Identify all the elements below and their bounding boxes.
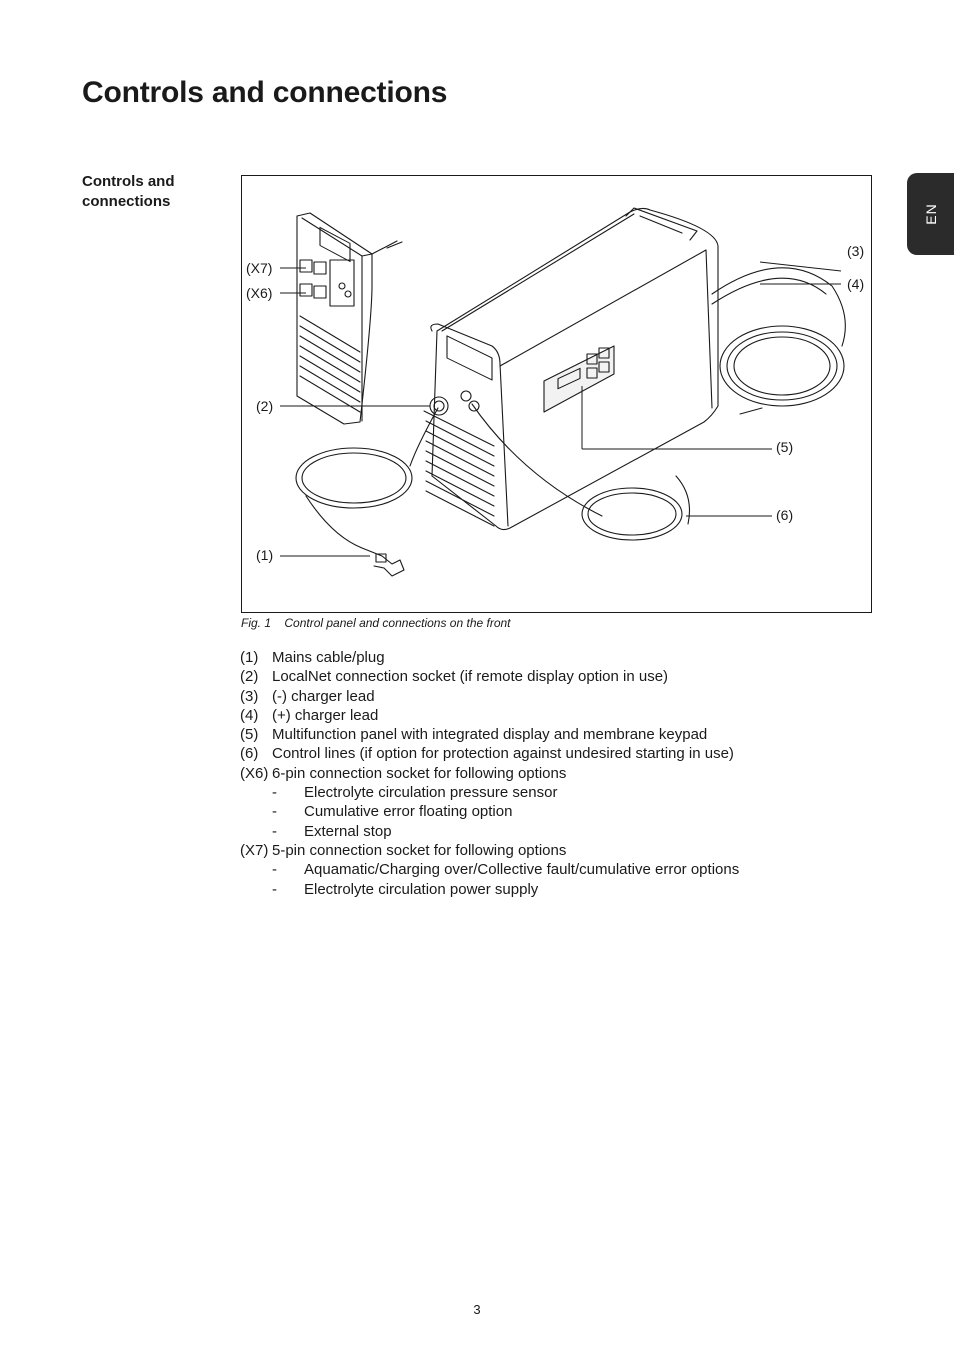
legend-item-number: (3) (240, 687, 259, 705)
legend-item (240, 687, 880, 706)
legend-item-text: (-) charger lead (272, 687, 375, 705)
legend-item-text: (+) charger lead (272, 706, 379, 724)
legend-item-number: (2) (240, 668, 259, 686)
legend-item (240, 706, 880, 725)
legend-item-number: (5) (240, 726, 259, 744)
legend-item-text: 6-pin connection socket for following options (272, 764, 567, 782)
callout-x7: (X7) (246, 260, 273, 276)
legend-item-x6 (240, 764, 880, 783)
legend-dash: - (272, 880, 277, 898)
legend-subitem (240, 822, 880, 841)
legend-dash: - (272, 784, 277, 802)
page-title: Controls and connections (82, 76, 448, 109)
callout-6: (6) (776, 507, 794, 523)
legend-subitem-text: Electrolyte circulation power supply (304, 880, 539, 898)
legend-subitem (240, 802, 880, 821)
callout-2: (2) (256, 398, 274, 414)
legend-dash: - (272, 822, 277, 840)
language-tab-label: EN (922, 203, 939, 225)
legend-subitem-text: Electrolyte circulation pressure sensor (304, 784, 558, 802)
legend-item-number: (1) (240, 649, 259, 666)
callout-3: (3) (847, 243, 865, 259)
legend-subitem (240, 860, 880, 879)
legend-item-text: Mains cable/plug (272, 649, 385, 666)
callout-1: (1) (256, 547, 274, 563)
charger-leads-drawing (712, 268, 845, 414)
rear-unit-drawing (297, 213, 402, 424)
legend-item-number: (X6) (240, 764, 269, 782)
mains-cable-drawing (296, 408, 438, 576)
figure-caption-number: Fig. 1 (241, 616, 272, 630)
charger-drawing (242, 176, 871, 612)
legend-subitem (240, 783, 880, 802)
legend-subitem-text: External stop (304, 822, 392, 840)
legend-item (240, 744, 880, 763)
main-unit-drawing (424, 208, 718, 530)
legend-item (240, 648, 880, 667)
legend-item-number: (X7) (240, 841, 269, 859)
legend-subitem (240, 880, 880, 899)
figure-illustration (241, 175, 872, 613)
legend-dash: - (272, 861, 277, 879)
callout-4: (4) (847, 276, 865, 292)
legend-subitem-text: Cumulative error floating option (304, 803, 513, 821)
legend-item-text: Control lines (if option for protection against undesired starting in use) (272, 745, 734, 763)
legend-dash: - (272, 803, 277, 821)
callout-5: (5) (776, 439, 794, 455)
legend-item-text: Multifunction panel with integrated display and membrane keypad (272, 726, 708, 744)
legend-item-number: (6) (240, 745, 259, 763)
legend-subitem-text: Aquamatic/Charging over/Collective fault/cumulative error options (304, 861, 740, 879)
language-tab (907, 173, 954, 255)
legend-item-text: 5-pin connection socket for following options (272, 841, 567, 859)
legend-item-x7 (240, 841, 880, 860)
page-number: 3 (473, 1302, 481, 1317)
legend-item (240, 667, 880, 686)
figure-caption (241, 616, 511, 630)
legend-list (240, 648, 880, 899)
legend-item-text: LocalNet connection socket (if remote display option in use) (272, 668, 669, 686)
legend-item (240, 725, 880, 744)
section-heading: Controls and connections (82, 173, 175, 210)
callout-x6: (X6) (246, 285, 273, 301)
legend-item-number: (4) (240, 706, 259, 724)
figure-caption-text: Control panel and connections on the front (284, 616, 511, 630)
